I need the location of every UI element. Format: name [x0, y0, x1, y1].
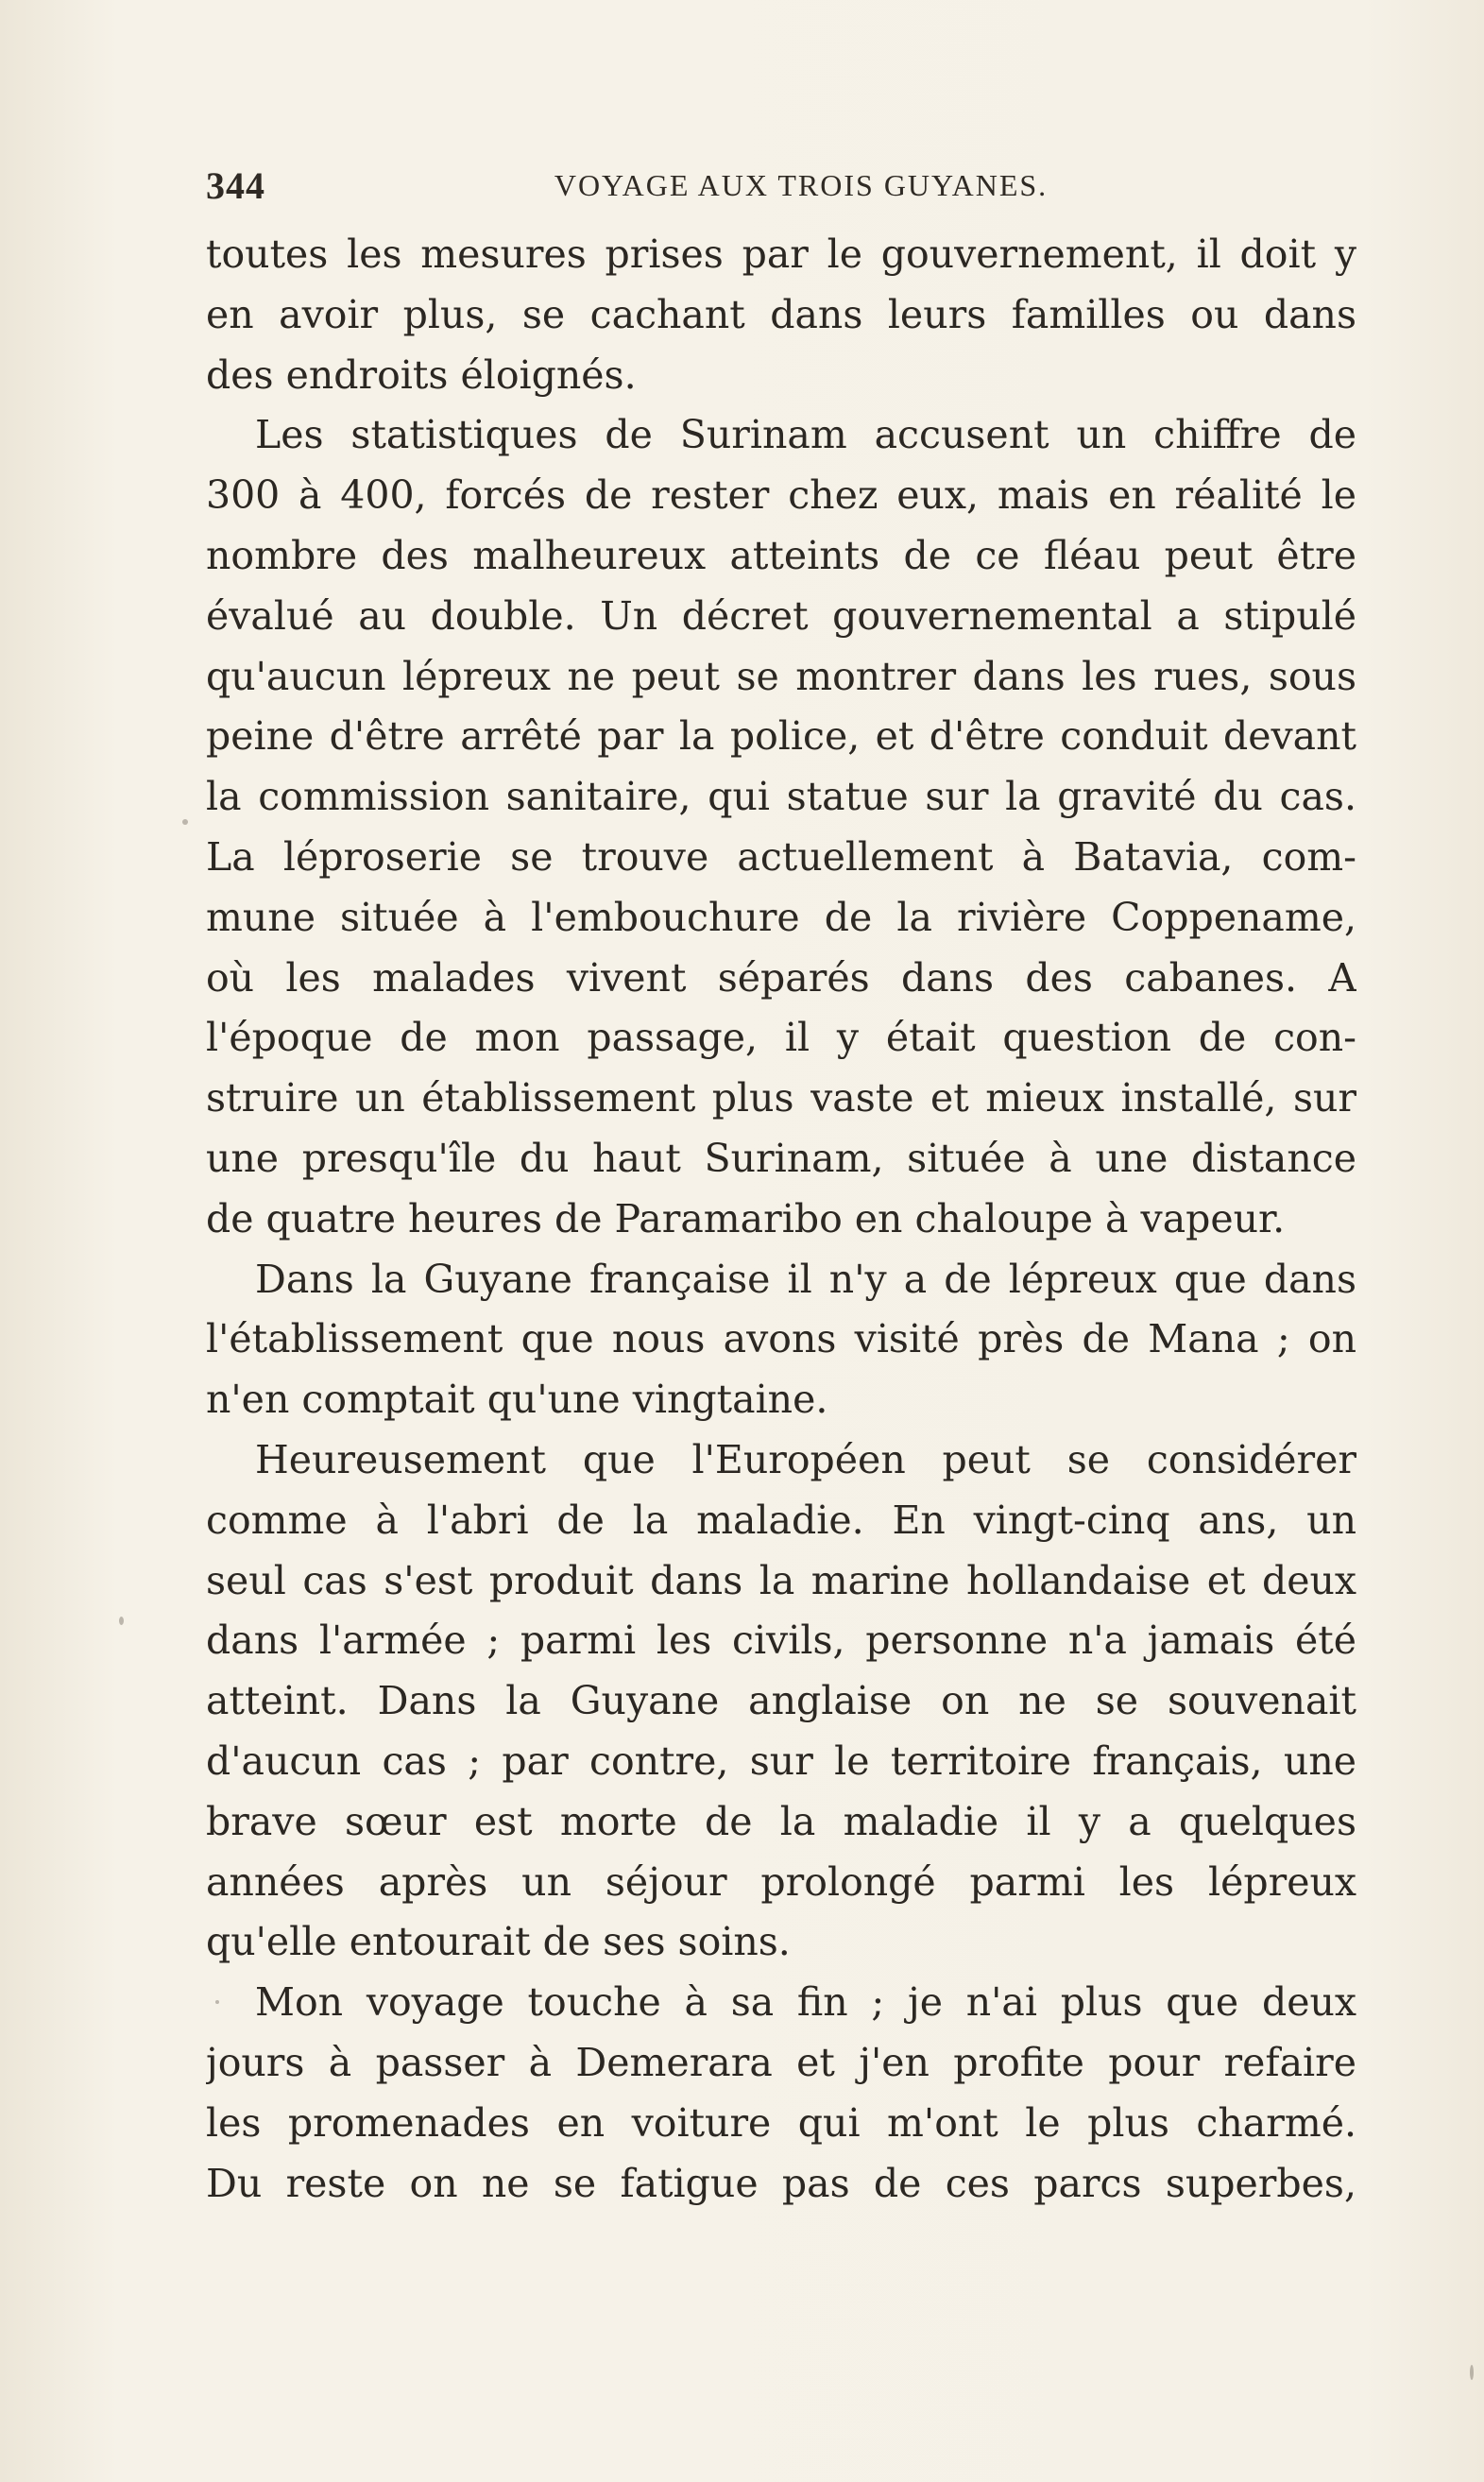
running-title: VOYAGE AUX TROIS GUYANES.	[554, 167, 1049, 202]
scan-speck	[215, 2000, 219, 2004]
text-line: évalué au double. Un décret gouvernemental a stipulé	[206, 592, 1356, 639]
text-line: comme à l'abri de la maladie. En vingt-cinq ans, un	[206, 1497, 1356, 1543]
text-line: d'aucun cas ; par contre, sur le territoire français, une	[206, 1737, 1356, 1784]
text-line: peine d'être arrêté par la police, et d'être conduit devant	[206, 713, 1356, 760]
page-number: 344	[206, 163, 265, 207]
text-line: qu'elle entourait de ses soins.	[206, 1919, 791, 1965]
text-line: n'en comptait qu'une vingtaine.	[206, 1377, 828, 1423]
scan-speck	[182, 819, 188, 825]
text-line: jours à passer à Demerara et j'en profite pour refaire	[206, 2039, 1356, 2085]
text-line: brave sœur est morte de la maladie il y a quelques	[206, 1798, 1356, 1844]
text-line: La léproserie se trouve actuellement à Batavia, com-	[206, 833, 1356, 880]
scan-speck	[119, 1617, 124, 1625]
text-line: la commission sanitaire, qui statue sur la gravité du cas.	[206, 774, 1356, 820]
text-line: Heureusement que l'Européen peut se considérer	[255, 1436, 1356, 1482]
text-line: seul cas s'est produit dans la marine hollandaise et deux	[206, 1557, 1356, 1603]
text-line: Mon voyage touche à sa fin ; je n'ai plus que deux	[255, 1979, 1356, 2026]
text-line: en avoir plus, se cachant dans leurs familles ou dans	[206, 291, 1356, 337]
text-line: une presqu'île du haut Surinam, située à une distance	[206, 1135, 1356, 1181]
text-line: Du reste on ne se fatigue pas de ces parcs superbes,	[206, 2160, 1356, 2206]
text-line: toutes les mesures prises par le gouvernement, il doit y	[206, 231, 1356, 277]
text-line: struire un établissement plus vaste et mieux installé, sur	[206, 1075, 1356, 1121]
text-line: dans l'armée ; parmi les civils, personne n'a jamais été	[206, 1618, 1356, 1664]
text-line: l'époque de mon passage, il y était question de con-	[206, 1015, 1356, 1061]
text-line: années après un séjour prolongé parmi les lépreux	[206, 1858, 1356, 1905]
text-line: des endroits éloignés.	[206, 351, 637, 398]
text-line: atteint. Dans la Guyane anglaise on ne se souvenait	[206, 1678, 1356, 1724]
text-line: l'établissement que nous avons visité près de Mana ; on	[206, 1316, 1356, 1362]
text-line: où les malades vivent séparés dans des cabanes. A	[206, 954, 1356, 1001]
text-line: de quatre heures de Paramaribo en chaloupe à vapeur.	[206, 1195, 1286, 1241]
text-line: Les statistiques de Surinam accusent un chiffre de	[255, 412, 1356, 458]
scan-speck	[1470, 2365, 1474, 2380]
text-line: 300 à 400, forcés de rester chez eux, mais en réalité le	[206, 472, 1356, 519]
text-line: les promenades en voiture qui m'ont le plus charmé.	[206, 2099, 1356, 2146]
body-text	[206, 225, 1356, 2214]
text-line: qu'aucun lépreux ne peut se montrer dans les rues, sous	[206, 653, 1356, 699]
page-header	[206, 159, 1356, 212]
text-line: mune située à l'embouchure de la rivière Coppename,	[206, 894, 1356, 940]
text-line: nombre des malheureux atteints de ce fléau peut être	[206, 532, 1356, 578]
text-line: Dans la Guyane française il n'y a de lépreux que dans	[255, 1256, 1356, 1302]
